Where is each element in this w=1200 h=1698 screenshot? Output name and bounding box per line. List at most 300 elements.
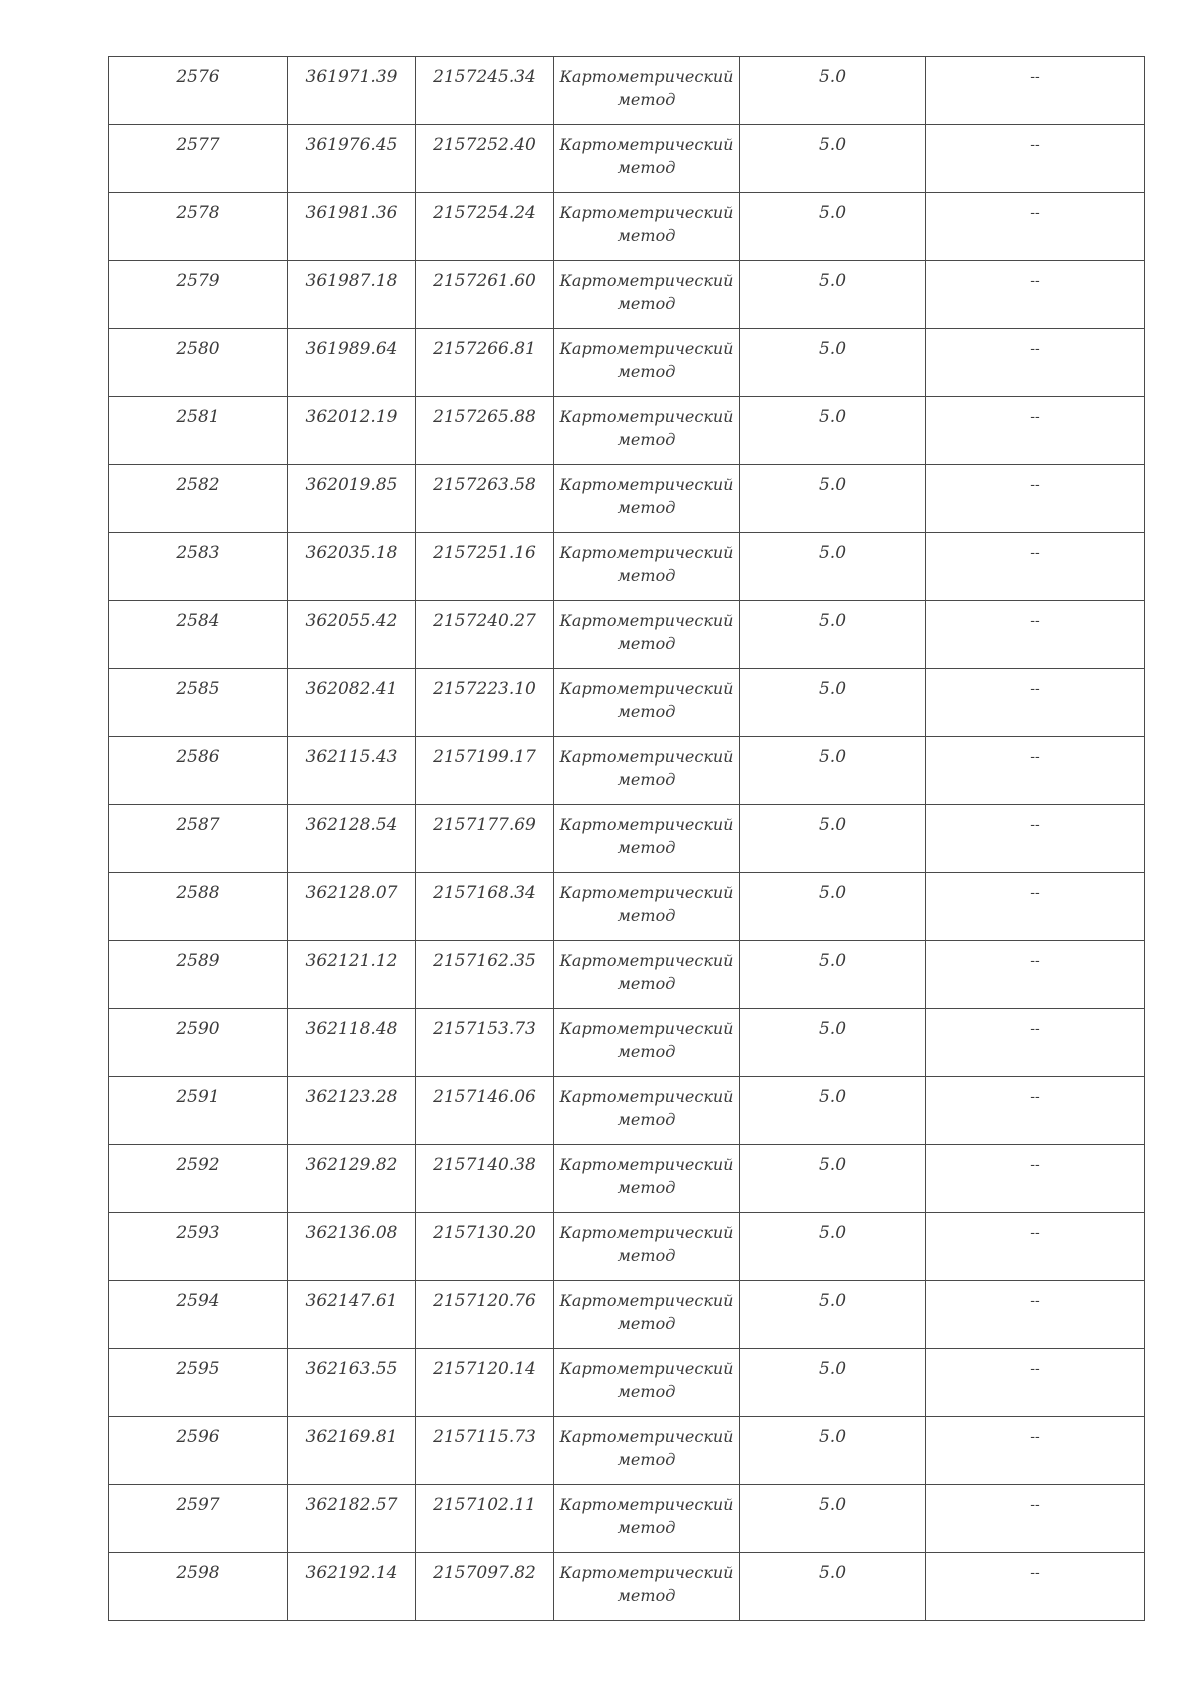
method-line-2: метод	[617, 1518, 676, 1537]
method-cell	[554, 533, 740, 601]
y-coordinate-cell	[416, 125, 554, 193]
y-coordinate-cell	[416, 805, 554, 873]
method-line-1: Картометрический	[559, 1495, 734, 1514]
method-label	[554, 1417, 739, 1471]
accuracy-value: 5.0	[818, 407, 847, 427]
method-label	[554, 397, 739, 451]
accuracy-cell	[740, 737, 926, 805]
method-line-1: Картометрический	[559, 67, 734, 86]
y-coordinate-value: 2157097.82	[433, 1563, 536, 1583]
note-value: --	[1030, 1089, 1040, 1105]
x-coordinate-cell	[288, 805, 416, 873]
x-coordinate-value: 362019.85	[305, 475, 398, 495]
x-coordinate-cell	[288, 1485, 416, 1553]
method-cell	[554, 1553, 740, 1621]
table-row	[109, 329, 1145, 397]
x-coordinate-cell	[288, 737, 416, 805]
method-line-2: метод	[617, 770, 676, 789]
x-coordinate-value: 361976.45	[305, 135, 398, 155]
method-label	[554, 1349, 739, 1403]
note-value: --	[1030, 1429, 1040, 1445]
table-row	[109, 1349, 1145, 1417]
x-coordinate-value: 361981.36	[305, 203, 398, 223]
method-line-2: метод	[617, 974, 676, 993]
x-coordinate-value: 362012.19	[305, 407, 398, 427]
note-cell	[926, 669, 1145, 737]
document-page	[108, 56, 1145, 1621]
x-coordinate-cell	[288, 1145, 416, 1213]
point-number-value: 2576	[176, 67, 220, 87]
x-coordinate-cell	[288, 669, 416, 737]
x-coordinate-cell	[288, 1553, 416, 1621]
method-line-1: Картометрический	[559, 1427, 734, 1446]
method-line-2: метод	[617, 1586, 676, 1605]
x-coordinate-cell	[288, 1349, 416, 1417]
point-number-value: 2585	[176, 679, 220, 699]
method-cell	[554, 1417, 740, 1485]
table-row	[109, 1145, 1145, 1213]
method-line-1: Картометрический	[559, 339, 734, 358]
method-line-2: метод	[617, 1450, 676, 1469]
point-number-value: 2579	[176, 271, 220, 291]
point-number-value: 2577	[176, 135, 220, 155]
accuracy-value: 5.0	[818, 1019, 847, 1039]
y-coordinate-value: 2157162.35	[433, 951, 536, 971]
x-coordinate-value: 361989.64	[305, 339, 398, 359]
point-number-value: 2597	[176, 1495, 220, 1515]
x-coordinate-cell	[288, 941, 416, 1009]
note-value: --	[1030, 817, 1040, 833]
y-coordinate-value: 2157120.14	[433, 1359, 536, 1379]
note-value: --	[1030, 1293, 1040, 1309]
point-number-value: 2591	[176, 1087, 220, 1107]
note-value: --	[1030, 1225, 1040, 1241]
accuracy-cell	[740, 601, 926, 669]
coordinates-table-body	[109, 57, 1145, 1621]
accuracy-value: 5.0	[818, 1563, 847, 1583]
note-value: --	[1030, 749, 1040, 765]
x-coordinate-cell	[288, 261, 416, 329]
method-cell	[554, 941, 740, 1009]
method-cell	[554, 1281, 740, 1349]
note-value: --	[1030, 1497, 1040, 1513]
method-line-2: метод	[617, 838, 676, 857]
method-line-1: Картометрический	[559, 1223, 734, 1242]
method-line-1: Картометрический	[559, 679, 734, 698]
table-row	[109, 1009, 1145, 1077]
method-cell	[554, 465, 740, 533]
note-value: --	[1030, 137, 1040, 153]
table-row	[109, 533, 1145, 601]
y-coordinate-value: 2157153.73	[433, 1019, 536, 1039]
accuracy-cell	[740, 873, 926, 941]
table-row	[109, 1077, 1145, 1145]
x-coordinate-value: 362182.57	[305, 1495, 398, 1515]
accuracy-value: 5.0	[818, 883, 847, 903]
x-coordinate-cell	[288, 397, 416, 465]
method-cell	[554, 1145, 740, 1213]
point-number-value: 2581	[176, 407, 220, 427]
method-line-1: Картометрический	[559, 1563, 734, 1582]
point-number-cell	[109, 1213, 288, 1281]
method-line-1: Картометрический	[559, 543, 734, 562]
method-line-2: метод	[617, 498, 676, 517]
method-cell	[554, 1485, 740, 1553]
method-label	[554, 125, 739, 179]
x-coordinate-value: 362163.55	[305, 1359, 398, 1379]
x-coordinate-cell	[288, 125, 416, 193]
point-number-value: 2592	[176, 1155, 220, 1175]
y-coordinate-value: 2157261.60	[433, 271, 536, 291]
method-label	[554, 941, 739, 995]
method-label	[554, 805, 739, 859]
table-row	[109, 1281, 1145, 1349]
point-number-value: 2582	[176, 475, 220, 495]
x-coordinate-cell	[288, 57, 416, 125]
y-coordinate-cell	[416, 1145, 554, 1213]
point-number-value: 2580	[176, 339, 220, 359]
accuracy-value: 5.0	[818, 1087, 847, 1107]
x-coordinate-value: 362115.43	[305, 747, 398, 767]
accuracy-value: 5.0	[818, 611, 847, 631]
method-line-2: метод	[617, 294, 676, 313]
point-number-cell	[109, 873, 288, 941]
y-coordinate-value: 2157223.10	[433, 679, 536, 699]
method-line-2: метод	[617, 1042, 676, 1061]
point-number-cell	[109, 669, 288, 737]
accuracy-cell	[740, 1077, 926, 1145]
y-coordinate-cell	[416, 737, 554, 805]
method-line-2: метод	[617, 430, 676, 449]
method-line-1: Картометрический	[559, 1359, 734, 1378]
x-coordinate-cell	[288, 193, 416, 261]
method-line-1: Картометрический	[559, 611, 734, 630]
method-line-2: метод	[617, 226, 676, 245]
note-cell	[926, 805, 1145, 873]
method-label	[554, 737, 739, 791]
x-coordinate-value: 362147.61	[305, 1291, 398, 1311]
note-cell	[926, 1553, 1145, 1621]
accuracy-value: 5.0	[818, 1291, 847, 1311]
accuracy-value: 5.0	[818, 271, 847, 291]
x-coordinate-value: 362169.81	[305, 1427, 398, 1447]
note-cell	[926, 465, 1145, 533]
method-label	[554, 1213, 739, 1267]
accuracy-value: 5.0	[818, 135, 847, 155]
method-line-1: Картометрический	[559, 1155, 734, 1174]
x-coordinate-value: 362035.18	[305, 543, 398, 563]
y-coordinate-value: 2157251.16	[433, 543, 536, 563]
point-number-cell	[109, 737, 288, 805]
note-cell	[926, 57, 1145, 125]
point-number-value: 2595	[176, 1359, 220, 1379]
note-value: --	[1030, 1565, 1040, 1581]
point-number-cell	[109, 941, 288, 1009]
y-coordinate-cell	[416, 397, 554, 465]
table-row	[109, 1553, 1145, 1621]
y-coordinate-value: 2157265.88	[433, 407, 536, 427]
method-line-1: Картометрический	[559, 271, 734, 290]
y-coordinate-cell	[416, 1077, 554, 1145]
accuracy-cell	[740, 1145, 926, 1213]
point-number-value: 2578	[176, 203, 220, 223]
note-value: --	[1030, 341, 1040, 357]
point-number-value: 2593	[176, 1223, 220, 1243]
y-coordinate-cell	[416, 669, 554, 737]
accuracy-value: 5.0	[818, 339, 847, 359]
point-number-cell	[109, 125, 288, 193]
x-coordinate-value: 362192.14	[305, 1563, 398, 1583]
accuracy-value: 5.0	[818, 951, 847, 971]
x-coordinate-value: 361971.39	[305, 67, 398, 87]
point-number-value: 2584	[176, 611, 220, 631]
accuracy-cell	[740, 1485, 926, 1553]
point-number-value: 2598	[176, 1563, 220, 1583]
method-line-2: метод	[617, 1178, 676, 1197]
note-cell	[926, 941, 1145, 1009]
method-line-2: метод	[617, 906, 676, 925]
accuracy-value: 5.0	[818, 1155, 847, 1175]
x-coordinate-value: 362082.41	[305, 679, 398, 699]
y-coordinate-cell	[416, 601, 554, 669]
accuracy-cell	[740, 1417, 926, 1485]
table-row	[109, 397, 1145, 465]
y-coordinate-value: 2157240.27	[433, 611, 536, 631]
accuracy-cell	[740, 1009, 926, 1077]
x-coordinate-value: 362129.82	[305, 1155, 398, 1175]
method-cell	[554, 329, 740, 397]
method-line-1: Картометрический	[559, 883, 734, 902]
y-coordinate-cell	[416, 1553, 554, 1621]
note-value: --	[1030, 69, 1040, 85]
accuracy-cell	[740, 397, 926, 465]
point-number-cell	[109, 1077, 288, 1145]
method-label	[554, 669, 739, 723]
accuracy-cell	[740, 1553, 926, 1621]
y-coordinate-value: 2157146.06	[433, 1087, 536, 1107]
accuracy-value: 5.0	[818, 815, 847, 835]
method-line-2: метод	[617, 90, 676, 109]
coordinates-table	[108, 56, 1145, 1621]
method-cell	[554, 1009, 740, 1077]
method-label	[554, 1009, 739, 1063]
note-value: --	[1030, 681, 1040, 697]
accuracy-value: 5.0	[818, 203, 847, 223]
accuracy-value: 5.0	[818, 1359, 847, 1379]
note-cell	[926, 873, 1145, 941]
y-coordinate-cell	[416, 1417, 554, 1485]
method-line-1: Картометрический	[559, 475, 734, 494]
method-label	[554, 1077, 739, 1131]
x-coordinate-value: 362136.08	[305, 1223, 398, 1243]
y-coordinate-value: 2157115.73	[433, 1427, 536, 1447]
method-line-1: Картометрический	[559, 747, 734, 766]
accuracy-cell	[740, 533, 926, 601]
method-line-1: Картометрический	[559, 1087, 734, 1106]
table-row	[109, 1417, 1145, 1485]
method-label	[554, 57, 739, 111]
method-cell	[554, 873, 740, 941]
method-cell	[554, 1349, 740, 1417]
accuracy-value: 5.0	[818, 679, 847, 699]
y-coordinate-cell	[416, 1349, 554, 1417]
y-coordinate-cell	[416, 465, 554, 533]
table-row	[109, 1485, 1145, 1553]
y-coordinate-cell	[416, 57, 554, 125]
point-number-value: 2594	[176, 1291, 220, 1311]
y-coordinate-value: 2157245.34	[433, 67, 536, 87]
accuracy-value: 5.0	[818, 543, 847, 563]
x-coordinate-cell	[288, 1077, 416, 1145]
note-value: --	[1030, 885, 1040, 901]
point-number-value: 2596	[176, 1427, 220, 1447]
method-line-2: метод	[617, 702, 676, 721]
x-coordinate-cell	[288, 601, 416, 669]
x-coordinate-value: 362118.48	[305, 1019, 398, 1039]
accuracy-cell	[740, 193, 926, 261]
method-line-1: Картометрический	[559, 203, 734, 222]
point-number-cell	[109, 805, 288, 873]
method-line-2: метод	[617, 158, 676, 177]
y-coordinate-value: 2157252.40	[433, 135, 536, 155]
method-line-2: метод	[617, 362, 676, 381]
y-coordinate-value: 2157168.34	[433, 883, 536, 903]
method-cell	[554, 193, 740, 261]
point-number-cell	[109, 533, 288, 601]
method-line-2: метод	[617, 634, 676, 653]
y-coordinate-value: 2157130.20	[433, 1223, 536, 1243]
y-coordinate-value: 2157199.17	[433, 747, 536, 767]
point-number-cell	[109, 601, 288, 669]
method-line-2: метод	[617, 1382, 676, 1401]
point-number-cell	[109, 1417, 288, 1485]
method-line-1: Картометрический	[559, 407, 734, 426]
method-cell	[554, 669, 740, 737]
method-line-2: метод	[617, 1246, 676, 1265]
method-cell	[554, 57, 740, 125]
point-number-cell	[109, 465, 288, 533]
accuracy-cell	[740, 465, 926, 533]
method-line-1: Картометрический	[559, 135, 734, 154]
table-row	[109, 601, 1145, 669]
accuracy-value: 5.0	[818, 1427, 847, 1447]
note-cell	[926, 737, 1145, 805]
y-coordinate-cell	[416, 1485, 554, 1553]
method-cell	[554, 261, 740, 329]
x-coordinate-cell	[288, 533, 416, 601]
y-coordinate-value: 2157266.81	[433, 339, 536, 359]
method-line-2: метод	[617, 1314, 676, 1333]
y-coordinate-cell	[416, 1213, 554, 1281]
method-cell	[554, 397, 740, 465]
note-cell	[926, 1281, 1145, 1349]
note-value: --	[1030, 953, 1040, 969]
x-coordinate-value: 361987.18	[305, 271, 398, 291]
table-row	[109, 669, 1145, 737]
note-value: --	[1030, 613, 1040, 629]
method-label	[554, 873, 739, 927]
point-number-cell	[109, 1145, 288, 1213]
method-label	[554, 261, 739, 315]
point-number-value: 2587	[176, 815, 220, 835]
point-number-cell	[109, 1281, 288, 1349]
method-line-1: Картометрический	[559, 1291, 734, 1310]
note-value: --	[1030, 1021, 1040, 1037]
point-number-value: 2590	[176, 1019, 220, 1039]
x-coordinate-cell	[288, 873, 416, 941]
x-coordinate-value: 362121.12	[305, 951, 398, 971]
point-number-cell	[109, 57, 288, 125]
x-coordinate-value: 362123.28	[305, 1087, 398, 1107]
method-label	[554, 533, 739, 587]
y-coordinate-value: 2157254.24	[433, 203, 536, 223]
note-cell	[926, 1349, 1145, 1417]
accuracy-cell	[740, 57, 926, 125]
y-coordinate-value: 2157263.58	[433, 475, 536, 495]
table-row	[109, 193, 1145, 261]
method-line-1: Картометрический	[559, 951, 734, 970]
y-coordinate-cell	[416, 941, 554, 1009]
note-value: --	[1030, 545, 1040, 561]
method-cell	[554, 601, 740, 669]
table-row	[109, 57, 1145, 125]
point-number-cell	[109, 329, 288, 397]
accuracy-cell	[740, 1281, 926, 1349]
point-number-cell	[109, 1485, 288, 1553]
note-cell	[926, 1485, 1145, 1553]
point-number-cell	[109, 1553, 288, 1621]
accuracy-value: 5.0	[818, 747, 847, 767]
note-cell	[926, 1417, 1145, 1485]
table-row	[109, 465, 1145, 533]
method-line-2: метод	[617, 1110, 676, 1129]
y-coordinate-cell	[416, 1009, 554, 1077]
method-cell	[554, 737, 740, 805]
accuracy-value: 5.0	[818, 67, 847, 87]
method-label	[554, 1145, 739, 1199]
point-number-value: 2586	[176, 747, 220, 767]
accuracy-value: 5.0	[818, 1495, 847, 1515]
table-row	[109, 1213, 1145, 1281]
table-row	[109, 737, 1145, 805]
y-coordinate-cell	[416, 533, 554, 601]
method-line-1: Картометрический	[559, 1019, 734, 1038]
point-number-cell	[109, 1009, 288, 1077]
x-coordinate-cell	[288, 1213, 416, 1281]
accuracy-cell	[740, 261, 926, 329]
method-cell	[554, 1213, 740, 1281]
accuracy-value: 5.0	[818, 475, 847, 495]
method-label	[554, 329, 739, 383]
y-coordinate-cell	[416, 261, 554, 329]
method-label	[554, 1281, 739, 1335]
accuracy-cell	[740, 125, 926, 193]
note-value: --	[1030, 477, 1040, 493]
note-cell	[926, 1077, 1145, 1145]
accuracy-cell	[740, 1349, 926, 1417]
method-label	[554, 1485, 739, 1539]
point-number-cell	[109, 193, 288, 261]
y-coordinate-value: 2157140.38	[433, 1155, 536, 1175]
accuracy-cell	[740, 669, 926, 737]
note-value: --	[1030, 1361, 1040, 1377]
note-value: --	[1030, 409, 1040, 425]
x-coordinate-value: 362128.54	[305, 815, 398, 835]
y-coordinate-value: 2157120.76	[433, 1291, 536, 1311]
y-coordinate-cell	[416, 1281, 554, 1349]
point-number-value: 2589	[176, 951, 220, 971]
method-label	[554, 601, 739, 655]
